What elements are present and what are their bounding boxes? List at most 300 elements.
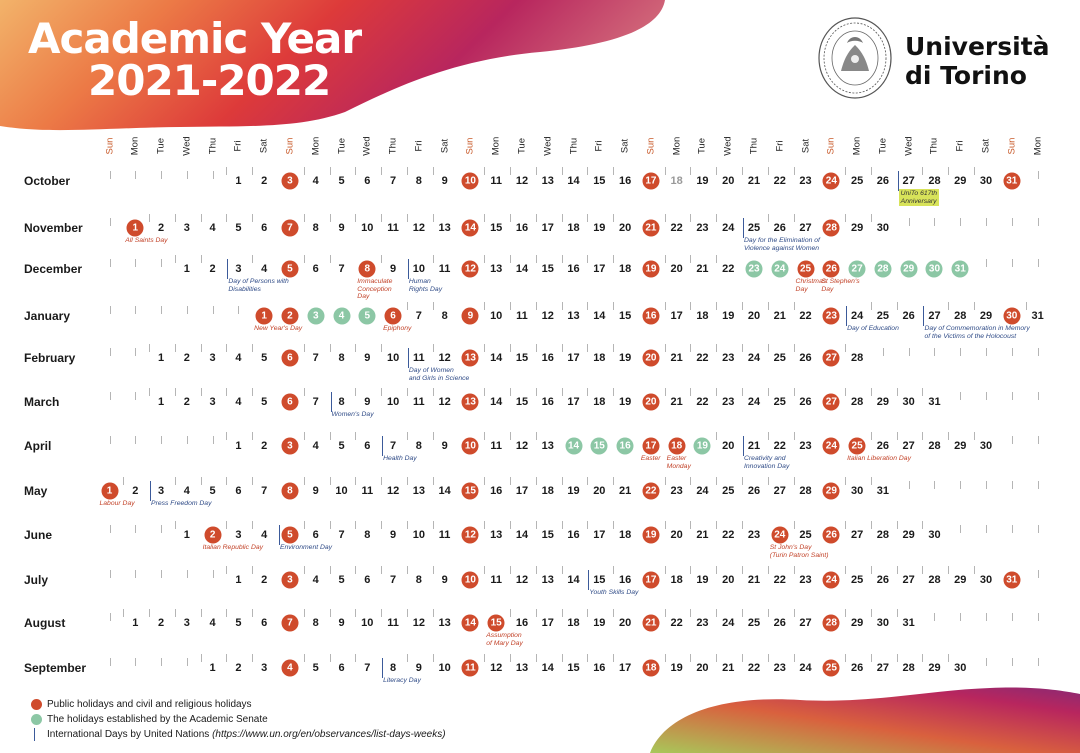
- day-number: 8: [364, 529, 371, 541]
- grid-tick: [768, 388, 769, 396]
- day-annotation: Day for the Elimination of Violence against Women: [744, 237, 820, 252]
- day-number: 14: [438, 485, 451, 497]
- grid-tick: [716, 521, 717, 529]
- grid-tick: [960, 481, 961, 489]
- day-number: 18: [618, 529, 632, 541]
- holiday-day-number: 27: [823, 394, 840, 411]
- holiday-day-number: 3: [281, 572, 298, 589]
- grid-tick: [330, 432, 331, 440]
- grid-tick: [871, 521, 872, 529]
- grid-tick: [381, 167, 382, 175]
- weekday-header: Sun: [284, 137, 296, 155]
- grid-tick: [252, 521, 253, 529]
- day-number: 25: [722, 485, 735, 497]
- grid-tick: [742, 609, 743, 617]
- legend-item-senate: [34, 712, 446, 727]
- weekday-header: Sun: [104, 137, 115, 155]
- day-number: 13: [541, 440, 554, 452]
- international-day-marker: [408, 348, 409, 368]
- holiday-day-number: 20: [642, 350, 659, 367]
- day-number: 24: [696, 485, 709, 497]
- grid-tick: [304, 566, 305, 574]
- senate-holiday-day-number: 31: [952, 261, 969, 278]
- day-number: 30: [979, 574, 993, 586]
- grid-tick: [922, 432, 923, 440]
- grid-tick: [1038, 525, 1039, 533]
- grid-tick: [536, 566, 537, 574]
- grid-tick: [986, 525, 987, 533]
- grid-tick: [613, 344, 614, 352]
- grid-tick: [897, 388, 898, 396]
- day-number: 24: [747, 352, 761, 364]
- grid-tick: [742, 302, 743, 310]
- day-annotation: Day of Commemoration in Memory of the Victims of the Holocoust: [924, 325, 1030, 340]
- grid-tick: [845, 654, 846, 662]
- holiday-day-number: 15: [462, 483, 479, 500]
- day-number: 9: [415, 662, 422, 674]
- day-number: 21: [670, 352, 683, 364]
- grid-tick: [613, 654, 614, 662]
- holiday-day-number: 6: [385, 308, 402, 325]
- grid-tick: [433, 167, 434, 175]
- grid-tick: [716, 344, 717, 352]
- grid-tick: [587, 302, 588, 310]
- day-number: 4: [261, 529, 268, 541]
- grid-tick: [484, 566, 485, 574]
- grid-tick: [883, 348, 884, 356]
- grid-tick: [433, 609, 434, 617]
- grid-tick: [536, 167, 537, 175]
- holiday-day-number: 5: [281, 261, 298, 278]
- day-number: 23: [799, 574, 812, 586]
- grid-tick: [201, 477, 202, 485]
- day-number: 20: [747, 310, 761, 322]
- day-number: 11: [438, 263, 451, 275]
- day-number: 14: [593, 310, 606, 322]
- grid-tick: [690, 654, 691, 662]
- senate-holiday-day-number: 29: [900, 261, 917, 278]
- grid-tick: [226, 167, 227, 175]
- day-number: 19: [593, 222, 606, 234]
- grid-tick: [226, 432, 227, 440]
- international-day-marker: [743, 436, 744, 456]
- grid-tick: [934, 481, 935, 489]
- holiday-day-number: 18: [642, 660, 659, 677]
- day-number: 31: [1031, 310, 1044, 322]
- day-number: 18: [593, 352, 606, 364]
- day-number: 28: [928, 175, 941, 187]
- holiday-day-number: 24: [771, 527, 788, 544]
- grid-tick: [433, 388, 434, 396]
- day-number: 28: [954, 310, 967, 322]
- grid-tick: [948, 432, 949, 440]
- day-number: 9: [364, 352, 371, 364]
- day-number: 10: [361, 617, 374, 629]
- day-number: 29: [850, 617, 864, 629]
- holiday-day-number: 3: [281, 438, 298, 455]
- holiday-day-number: 14: [462, 615, 479, 632]
- grid-tick: [536, 302, 537, 310]
- day-number: 15: [490, 222, 503, 234]
- day-number: 21: [670, 396, 683, 408]
- day-number: 14: [567, 574, 580, 586]
- day-number: 8: [415, 175, 422, 187]
- day-number: 24: [799, 662, 812, 674]
- grid-tick: [613, 566, 614, 574]
- grid-tick: [587, 388, 588, 396]
- day-number: 11: [413, 396, 425, 408]
- grid-tick: [484, 388, 485, 396]
- holiday-day-number: 10: [462, 173, 479, 190]
- grid-tick: [845, 566, 846, 574]
- day-number: 27: [773, 485, 786, 497]
- grid-tick: [484, 302, 485, 310]
- grid-tick: [407, 521, 408, 529]
- grid-tick: [355, 214, 356, 222]
- grid-tick: [716, 214, 717, 222]
- grid-tick: [161, 306, 162, 314]
- day-number: 31: [928, 396, 941, 408]
- holiday-day-number: 21: [642, 220, 659, 237]
- day-number: 26: [773, 617, 786, 629]
- day-number: 18: [696, 310, 709, 322]
- senate-holiday-day-number: 30: [926, 261, 943, 278]
- grid-tick: [1012, 392, 1013, 400]
- grid-tick: [110, 392, 111, 400]
- grid-tick: [510, 255, 511, 263]
- grid-tick: [960, 525, 961, 533]
- grid-tick: [794, 521, 795, 529]
- grid-tick: [187, 658, 188, 666]
- international-day-marker: [227, 259, 228, 279]
- holiday-day-number: 12: [462, 527, 479, 544]
- grid-tick: [1012, 525, 1013, 533]
- day-number: 22: [722, 529, 735, 541]
- grid-tick: [690, 167, 691, 175]
- day-number: 1: [209, 662, 216, 674]
- grid-tick: [355, 477, 356, 485]
- grid-tick: [161, 259, 162, 267]
- grid-tick: [794, 302, 795, 310]
- day-number: 19: [696, 175, 709, 187]
- grid-tick: [510, 477, 511, 485]
- day-annotation: UniTo 617th Anniversary: [900, 190, 938, 205]
- grid-tick: [690, 521, 691, 529]
- day-number: 1: [183, 529, 190, 541]
- day-number: 17: [567, 396, 580, 408]
- grid-tick: [433, 521, 434, 529]
- grid-tick: [768, 654, 769, 662]
- grid-tick: [407, 214, 408, 222]
- day-number: 29: [850, 222, 864, 234]
- weekday-header: Sun: [645, 137, 657, 155]
- holiday-day-number: 9: [462, 308, 479, 325]
- grid-tick: [742, 566, 743, 574]
- month-label: October: [24, 174, 71, 188]
- grid-tick: [110, 218, 111, 226]
- day-number: 28: [928, 574, 941, 586]
- red-dot-icon: [31, 699, 42, 710]
- day-annotation: Christmas Day: [795, 278, 827, 293]
- grid-tick: [845, 609, 846, 617]
- grid-tick: [960, 613, 961, 621]
- grid-tick: [986, 218, 987, 226]
- day-number: 23: [799, 440, 812, 452]
- day-number: 15: [593, 175, 606, 187]
- grid-tick: [135, 392, 136, 400]
- holiday-day-number: 26: [823, 261, 840, 278]
- grid-tick: [135, 171, 136, 179]
- day-number: 7: [390, 574, 397, 586]
- green-dot-icon: [31, 714, 42, 725]
- grid-tick: [587, 167, 588, 175]
- grid-tick: [794, 609, 795, 617]
- university-name-line-2: di Torino: [905, 61, 1027, 90]
- weekday-header: Fri: [232, 140, 244, 152]
- holiday-day-number: 31: [1003, 572, 1020, 589]
- grid-tick: [201, 388, 202, 396]
- grid-tick: [1038, 481, 1039, 489]
- day-number: 4: [209, 617, 216, 629]
- legend: [34, 697, 446, 742]
- grid-tick: [304, 654, 305, 662]
- grid-tick: [355, 566, 356, 574]
- grid-tick: [934, 613, 935, 621]
- grid-tick: [986, 613, 987, 621]
- weekday-header: Tue: [336, 137, 348, 155]
- day-annotation: Day of Women and Girls in Science: [408, 367, 470, 382]
- weekday-header: Mon: [851, 136, 863, 156]
- day-number: 6: [364, 440, 371, 452]
- blue-line-icon: [34, 728, 35, 741]
- weekday-header: Thu: [387, 137, 399, 155]
- holiday-day-number: 1: [256, 308, 273, 325]
- day-number: 11: [387, 617, 399, 629]
- day-number: 30: [902, 396, 915, 408]
- day-number: 19: [696, 574, 709, 586]
- weekday-header: Wed: [181, 136, 193, 156]
- grid-tick: [407, 477, 408, 485]
- grid-tick: [742, 654, 743, 662]
- grid-tick: [922, 167, 923, 175]
- day-number: 20: [670, 263, 683, 275]
- day-number: 24: [722, 222, 735, 234]
- grid-tick: [510, 167, 511, 175]
- day-number: 16: [618, 574, 632, 586]
- day-number: 17: [515, 485, 529, 497]
- day-number: 27: [902, 440, 915, 452]
- holiday-day-number: 19: [642, 527, 659, 544]
- day-number: 14: [515, 263, 529, 275]
- grid-tick: [304, 609, 305, 617]
- day-number: 12: [541, 310, 554, 322]
- grid-tick: [562, 521, 563, 529]
- day-number: 11: [490, 440, 502, 452]
- day-number: 4: [235, 352, 242, 364]
- holiday-day-number: 6: [281, 394, 298, 411]
- grid-tick: [1038, 613, 1039, 621]
- day-number: 8: [415, 574, 422, 586]
- grid-tick: [201, 654, 202, 662]
- grid-tick: [562, 388, 563, 396]
- grid-tick: [510, 654, 511, 662]
- day-number: 17: [541, 222, 554, 234]
- grid-tick: [562, 302, 563, 310]
- day-number: 17: [618, 662, 632, 674]
- day-number: 5: [261, 352, 268, 364]
- day-number: 17: [593, 263, 606, 275]
- holiday-day-number: 7: [281, 615, 298, 632]
- holiday-day-number: 25: [797, 261, 814, 278]
- grid-tick: [768, 344, 769, 352]
- month-label: August: [24, 616, 66, 630]
- grid-tick: [716, 302, 717, 310]
- grid-tick: [974, 167, 975, 175]
- day-number: 5: [235, 222, 242, 234]
- grid-tick: [665, 344, 666, 352]
- senate-holiday-day-number: 14: [565, 438, 582, 455]
- day-number: 31: [876, 485, 890, 497]
- day-number: 2: [183, 352, 190, 364]
- grid-tick: [381, 521, 382, 529]
- weekday-header: Sat: [980, 138, 992, 154]
- grid-tick: [948, 167, 949, 175]
- day-number: 24: [722, 617, 735, 629]
- day-number: 21: [696, 529, 709, 541]
- day-number: 13: [412, 485, 425, 497]
- grid-tick: [175, 255, 176, 263]
- day-number: 4: [312, 175, 319, 187]
- grid-tick: [226, 654, 227, 662]
- day-number: 19: [567, 485, 580, 497]
- grid-tick: [484, 477, 485, 485]
- day-number: 3: [235, 263, 242, 275]
- international-day-marker: [588, 570, 589, 590]
- day-annotation: Labour Day: [99, 500, 135, 507]
- weekday-header: Wed: [722, 136, 734, 156]
- grid-tick: [330, 477, 331, 485]
- grid-tick: [135, 348, 136, 356]
- grid-tick: [252, 566, 253, 574]
- weekday-header: Mon: [1032, 136, 1044, 156]
- day-number: 17: [541, 617, 554, 629]
- grid-tick: [1038, 348, 1039, 356]
- holiday-day-number: 29: [823, 483, 840, 500]
- grid-tick: [690, 302, 691, 310]
- day-number: 25: [773, 396, 786, 408]
- day-number: 11: [361, 485, 374, 497]
- day-number: 14: [490, 396, 503, 408]
- grid-tick: [238, 306, 239, 314]
- grid-tick: [665, 654, 666, 662]
- day-number: 25: [747, 617, 761, 629]
- holiday-day-number: 13: [462, 350, 479, 367]
- grid-tick: [871, 388, 872, 396]
- day-number: 3: [183, 617, 190, 629]
- day-number: 25: [799, 529, 812, 541]
- grid-tick: [110, 348, 111, 356]
- day-number: 20: [593, 485, 606, 497]
- day-number: 21: [747, 440, 761, 452]
- day-annotation: Epiphony: [383, 325, 412, 332]
- day-number: 27: [799, 617, 812, 629]
- day-number: 20: [670, 529, 683, 541]
- day-number: 21: [618, 485, 632, 497]
- day-number: 20: [618, 617, 632, 629]
- grid-tick: [716, 654, 717, 662]
- day-annotation: Literacy Day: [383, 677, 421, 684]
- day-annotation: St John's Day (Turin Patron Saint): [769, 544, 829, 559]
- grid-tick: [381, 477, 382, 485]
- day-number: 1: [183, 263, 190, 275]
- day-number: 20: [722, 574, 735, 586]
- grid-tick: [304, 255, 305, 263]
- grid-tick: [536, 344, 537, 352]
- holiday-day-number: 8: [281, 483, 298, 500]
- holiday-day-number: 15: [488, 615, 505, 632]
- day-number: 21: [773, 310, 786, 322]
- grid-tick: [690, 477, 691, 485]
- day-number: 13: [541, 574, 554, 586]
- day-number: 15: [593, 574, 606, 586]
- day-annotation: Assumption of Mary Day: [486, 632, 523, 647]
- day-number: 13: [515, 662, 529, 674]
- day-number: 4: [312, 440, 319, 452]
- grid-tick: [536, 388, 537, 396]
- holiday-day-number: 23: [823, 308, 840, 325]
- grid-tick: [1012, 218, 1013, 226]
- day-number: 27: [928, 310, 941, 322]
- international-day-marker: [846, 306, 847, 326]
- grid-tick: [562, 654, 563, 662]
- grid-tick: [1038, 436, 1039, 444]
- grid-tick: [974, 302, 975, 310]
- legend-international-label: International Days by United Nations: [47, 729, 213, 740]
- grid-tick: [536, 521, 537, 529]
- day-number: 22: [773, 574, 786, 586]
- grid-tick: [768, 609, 769, 617]
- day-number: 25: [747, 222, 761, 234]
- grid-tick: [304, 388, 305, 396]
- day-number: 28: [902, 662, 915, 674]
- grid-tick: [381, 344, 382, 352]
- grid-tick: [794, 344, 795, 352]
- grid-tick: [562, 255, 563, 263]
- day-number: 27: [850, 529, 864, 541]
- grid-tick: [381, 255, 382, 263]
- senate-holiday-day-number: 16: [617, 438, 634, 455]
- holiday-day-number: 1: [101, 483, 118, 500]
- grid-tick: [871, 609, 872, 617]
- holiday-day-number: 20: [642, 394, 659, 411]
- grid-tick: [716, 477, 717, 485]
- day-number: 7: [338, 263, 345, 275]
- grid-tick: [665, 477, 666, 485]
- grid-tick: [252, 609, 253, 617]
- day-number: 12: [438, 396, 451, 408]
- grid-tick: [213, 436, 214, 444]
- grid-tick: [161, 525, 162, 533]
- day-number: 6: [364, 574, 371, 586]
- grid-tick: [909, 481, 910, 489]
- grid-tick: [909, 348, 910, 356]
- day-number: 13: [490, 529, 503, 541]
- day-number: 1: [157, 352, 165, 364]
- grid-tick: [948, 302, 949, 310]
- grid-tick: [110, 259, 111, 267]
- holiday-day-number: 13: [462, 394, 479, 411]
- grid-tick: [986, 259, 987, 267]
